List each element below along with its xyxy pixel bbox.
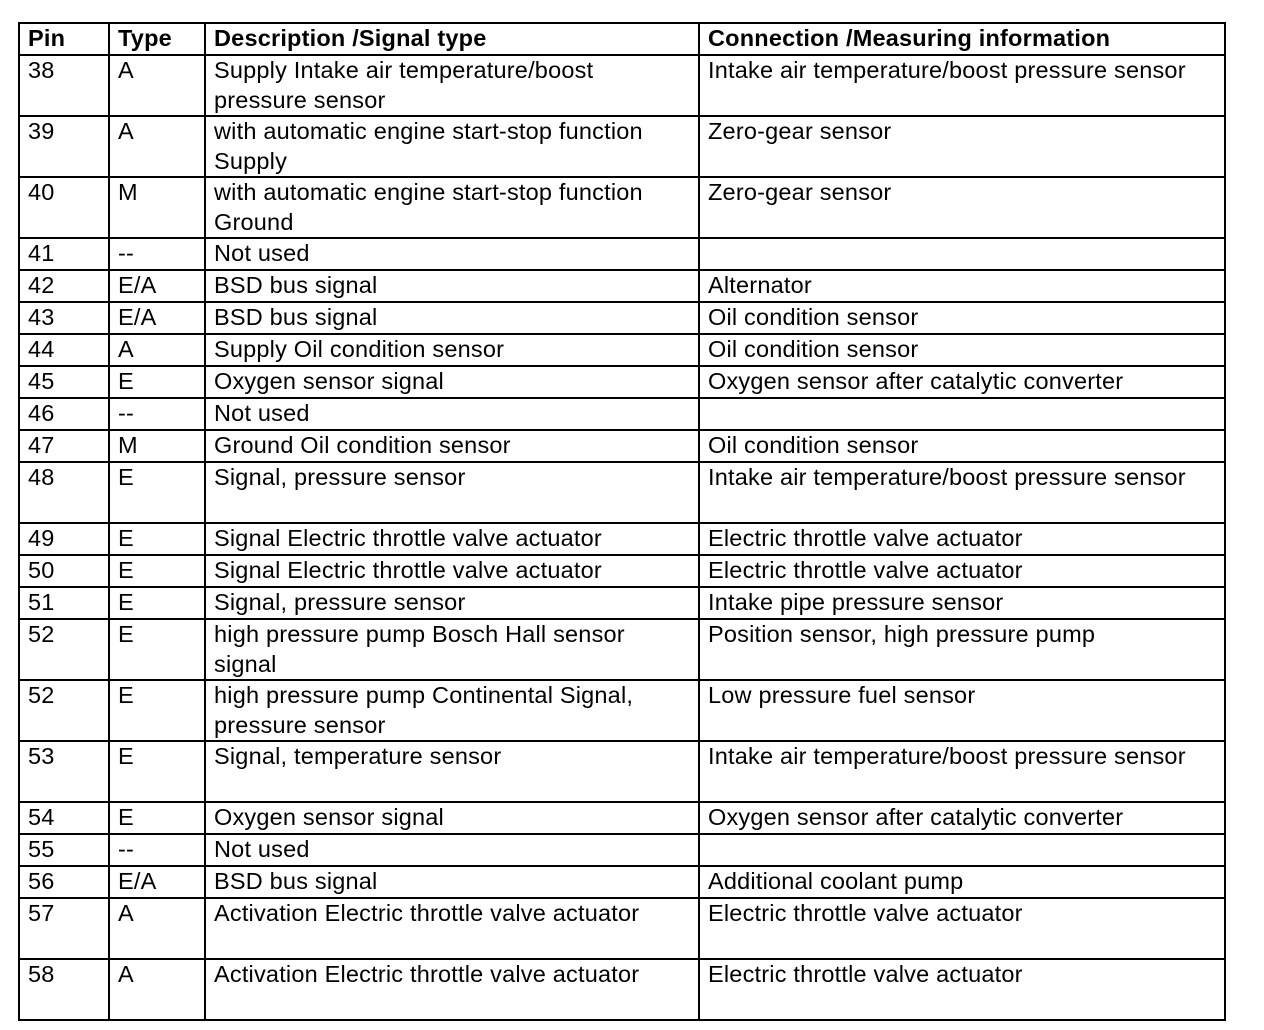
type-cell: E/A <box>109 866 205 898</box>
connection-cell: Electric throttle valve actuator <box>699 523 1225 555</box>
table-row <box>19 270 1225 302</box>
type-cell: E <box>109 523 205 555</box>
table-row <box>19 302 1225 334</box>
connection-cell: Intake pipe pressure sensor <box>699 587 1225 619</box>
header-row <box>19 23 1225 55</box>
pin-cell: 51 <box>19 587 109 619</box>
description-cell: with automatic engine start-stop function Supply <box>205 116 699 177</box>
pin-cell: 55 <box>19 834 109 866</box>
description-cell: with automatic engine start-stop function Ground <box>205 177 699 238</box>
description-cell: Oxygen sensor signal <box>205 366 699 398</box>
connection-cell: Zero-gear sensor <box>699 116 1225 177</box>
type-cell: E <box>109 587 205 619</box>
pin-cell: 42 <box>19 270 109 302</box>
type-cell: -- <box>109 398 205 430</box>
connection-cell: Zero-gear sensor <box>699 177 1225 238</box>
table-row <box>19 398 1225 430</box>
connection-cell: Position sensor, high pressure pump <box>699 619 1225 680</box>
table-row <box>19 587 1225 619</box>
column-header-pin: Pin <box>19 23 109 55</box>
description-cell: Activation Electric throttle valve actuator <box>205 898 699 959</box>
table-row <box>19 834 1225 866</box>
description-cell: BSD bus signal <box>205 302 699 334</box>
description-cell: Ground Oil condition sensor <box>205 430 699 462</box>
connection-cell: Electric throttle valve actuator <box>699 898 1225 959</box>
description-cell: high pressure pump Continental Signal, pressure sensor <box>205 680 699 741</box>
connection-cell: Alternator <box>699 270 1225 302</box>
type-cell: -- <box>109 834 205 866</box>
description-cell: Signal, pressure sensor <box>205 587 699 619</box>
table-row <box>19 334 1225 366</box>
pin-assignment-table <box>18 22 1226 1021</box>
description-cell: BSD bus signal <box>205 270 699 302</box>
type-cell: A <box>109 55 205 116</box>
connection-cell: Intake air temperature/boost pressure sensor <box>699 462 1225 523</box>
pin-cell: 40 <box>19 177 109 238</box>
pin-cell: 52 <box>19 680 109 741</box>
pin-cell: 47 <box>19 430 109 462</box>
pin-cell: 53 <box>19 741 109 802</box>
table-row <box>19 959 1225 1020</box>
connection-cell <box>699 238 1225 270</box>
pin-cell: 58 <box>19 959 109 1020</box>
table-row <box>19 238 1225 270</box>
connection-cell: Oxygen sensor after catalytic converter <box>699 802 1225 834</box>
type-cell: E/A <box>109 302 205 334</box>
pin-cell: 54 <box>19 802 109 834</box>
description-cell: high pressure pump Bosch Hall sensor signal <box>205 619 699 680</box>
description-cell: Signal Electric throttle valve actuator <box>205 523 699 555</box>
connection-cell: Oil condition sensor <box>699 302 1225 334</box>
type-cell: E <box>109 462 205 523</box>
table-row <box>19 619 1225 680</box>
type-cell: E/A <box>109 270 205 302</box>
type-cell: M <box>109 430 205 462</box>
connection-cell: Electric throttle valve actuator <box>699 959 1225 1020</box>
pin-cell: 44 <box>19 334 109 366</box>
connection-cell: Oil condition sensor <box>699 430 1225 462</box>
connection-cell: Oil condition sensor <box>699 334 1225 366</box>
type-cell: A <box>109 116 205 177</box>
table-row <box>19 430 1225 462</box>
description-cell: Signal, temperature sensor <box>205 741 699 802</box>
table-row <box>19 741 1225 802</box>
table-row <box>19 555 1225 587</box>
pin-cell: 45 <box>19 366 109 398</box>
table-row <box>19 366 1225 398</box>
pin-cell: 38 <box>19 55 109 116</box>
type-cell: -- <box>109 238 205 270</box>
type-cell: E <box>109 680 205 741</box>
table-row <box>19 177 1225 238</box>
description-cell: Activation Electric throttle valve actuator <box>205 959 699 1020</box>
description-cell: Signal Electric throttle valve actuator <box>205 555 699 587</box>
column-header-type: Type <box>109 23 205 55</box>
type-cell: M <box>109 177 205 238</box>
type-cell: E <box>109 366 205 398</box>
pin-cell: 39 <box>19 116 109 177</box>
pin-cell: 43 <box>19 302 109 334</box>
table-row <box>19 116 1225 177</box>
type-cell: E <box>109 555 205 587</box>
connection-cell <box>699 398 1225 430</box>
table-row <box>19 866 1225 898</box>
pin-cell: 50 <box>19 555 109 587</box>
connection-cell: Oxygen sensor after catalytic converter <box>699 366 1225 398</box>
description-cell: Supply Oil condition sensor <box>205 334 699 366</box>
connection-cell: Intake air temperature/boost pressure sensor <box>699 741 1225 802</box>
type-cell: A <box>109 898 205 959</box>
connection-cell: Electric throttle valve actuator <box>699 555 1225 587</box>
description-cell: Not used <box>205 398 699 430</box>
table-row <box>19 462 1225 523</box>
description-cell: Not used <box>205 834 699 866</box>
pin-cell: 46 <box>19 398 109 430</box>
pin-cell: 56 <box>19 866 109 898</box>
connection-cell: Intake air temperature/boost pressure sensor <box>699 55 1225 116</box>
description-cell: Oxygen sensor signal <box>205 802 699 834</box>
connection-cell: Additional coolant pump <box>699 866 1225 898</box>
pin-cell: 52 <box>19 619 109 680</box>
pin-cell: 57 <box>19 898 109 959</box>
type-cell: A <box>109 959 205 1020</box>
type-cell: E <box>109 619 205 680</box>
connection-cell: Low pressure fuel sensor <box>699 680 1225 741</box>
pin-cell: 41 <box>19 238 109 270</box>
table-row <box>19 55 1225 116</box>
table-row <box>19 898 1225 959</box>
type-cell: A <box>109 334 205 366</box>
table-row <box>19 802 1225 834</box>
description-cell: Supply Intake air temperature/boost pressure sensor <box>205 55 699 116</box>
table-row <box>19 523 1225 555</box>
connection-cell <box>699 834 1225 866</box>
column-header-description: Description /Signal type <box>205 23 699 55</box>
description-cell: BSD bus signal <box>205 866 699 898</box>
type-cell: E <box>109 802 205 834</box>
type-cell: E <box>109 741 205 802</box>
description-cell: Signal, pressure sensor <box>205 462 699 523</box>
description-cell: Not used <box>205 238 699 270</box>
table-row <box>19 680 1225 741</box>
column-header-connection: Connection /Measuring information <box>699 23 1225 55</box>
pin-cell: 49 <box>19 523 109 555</box>
pin-cell: 48 <box>19 462 109 523</box>
